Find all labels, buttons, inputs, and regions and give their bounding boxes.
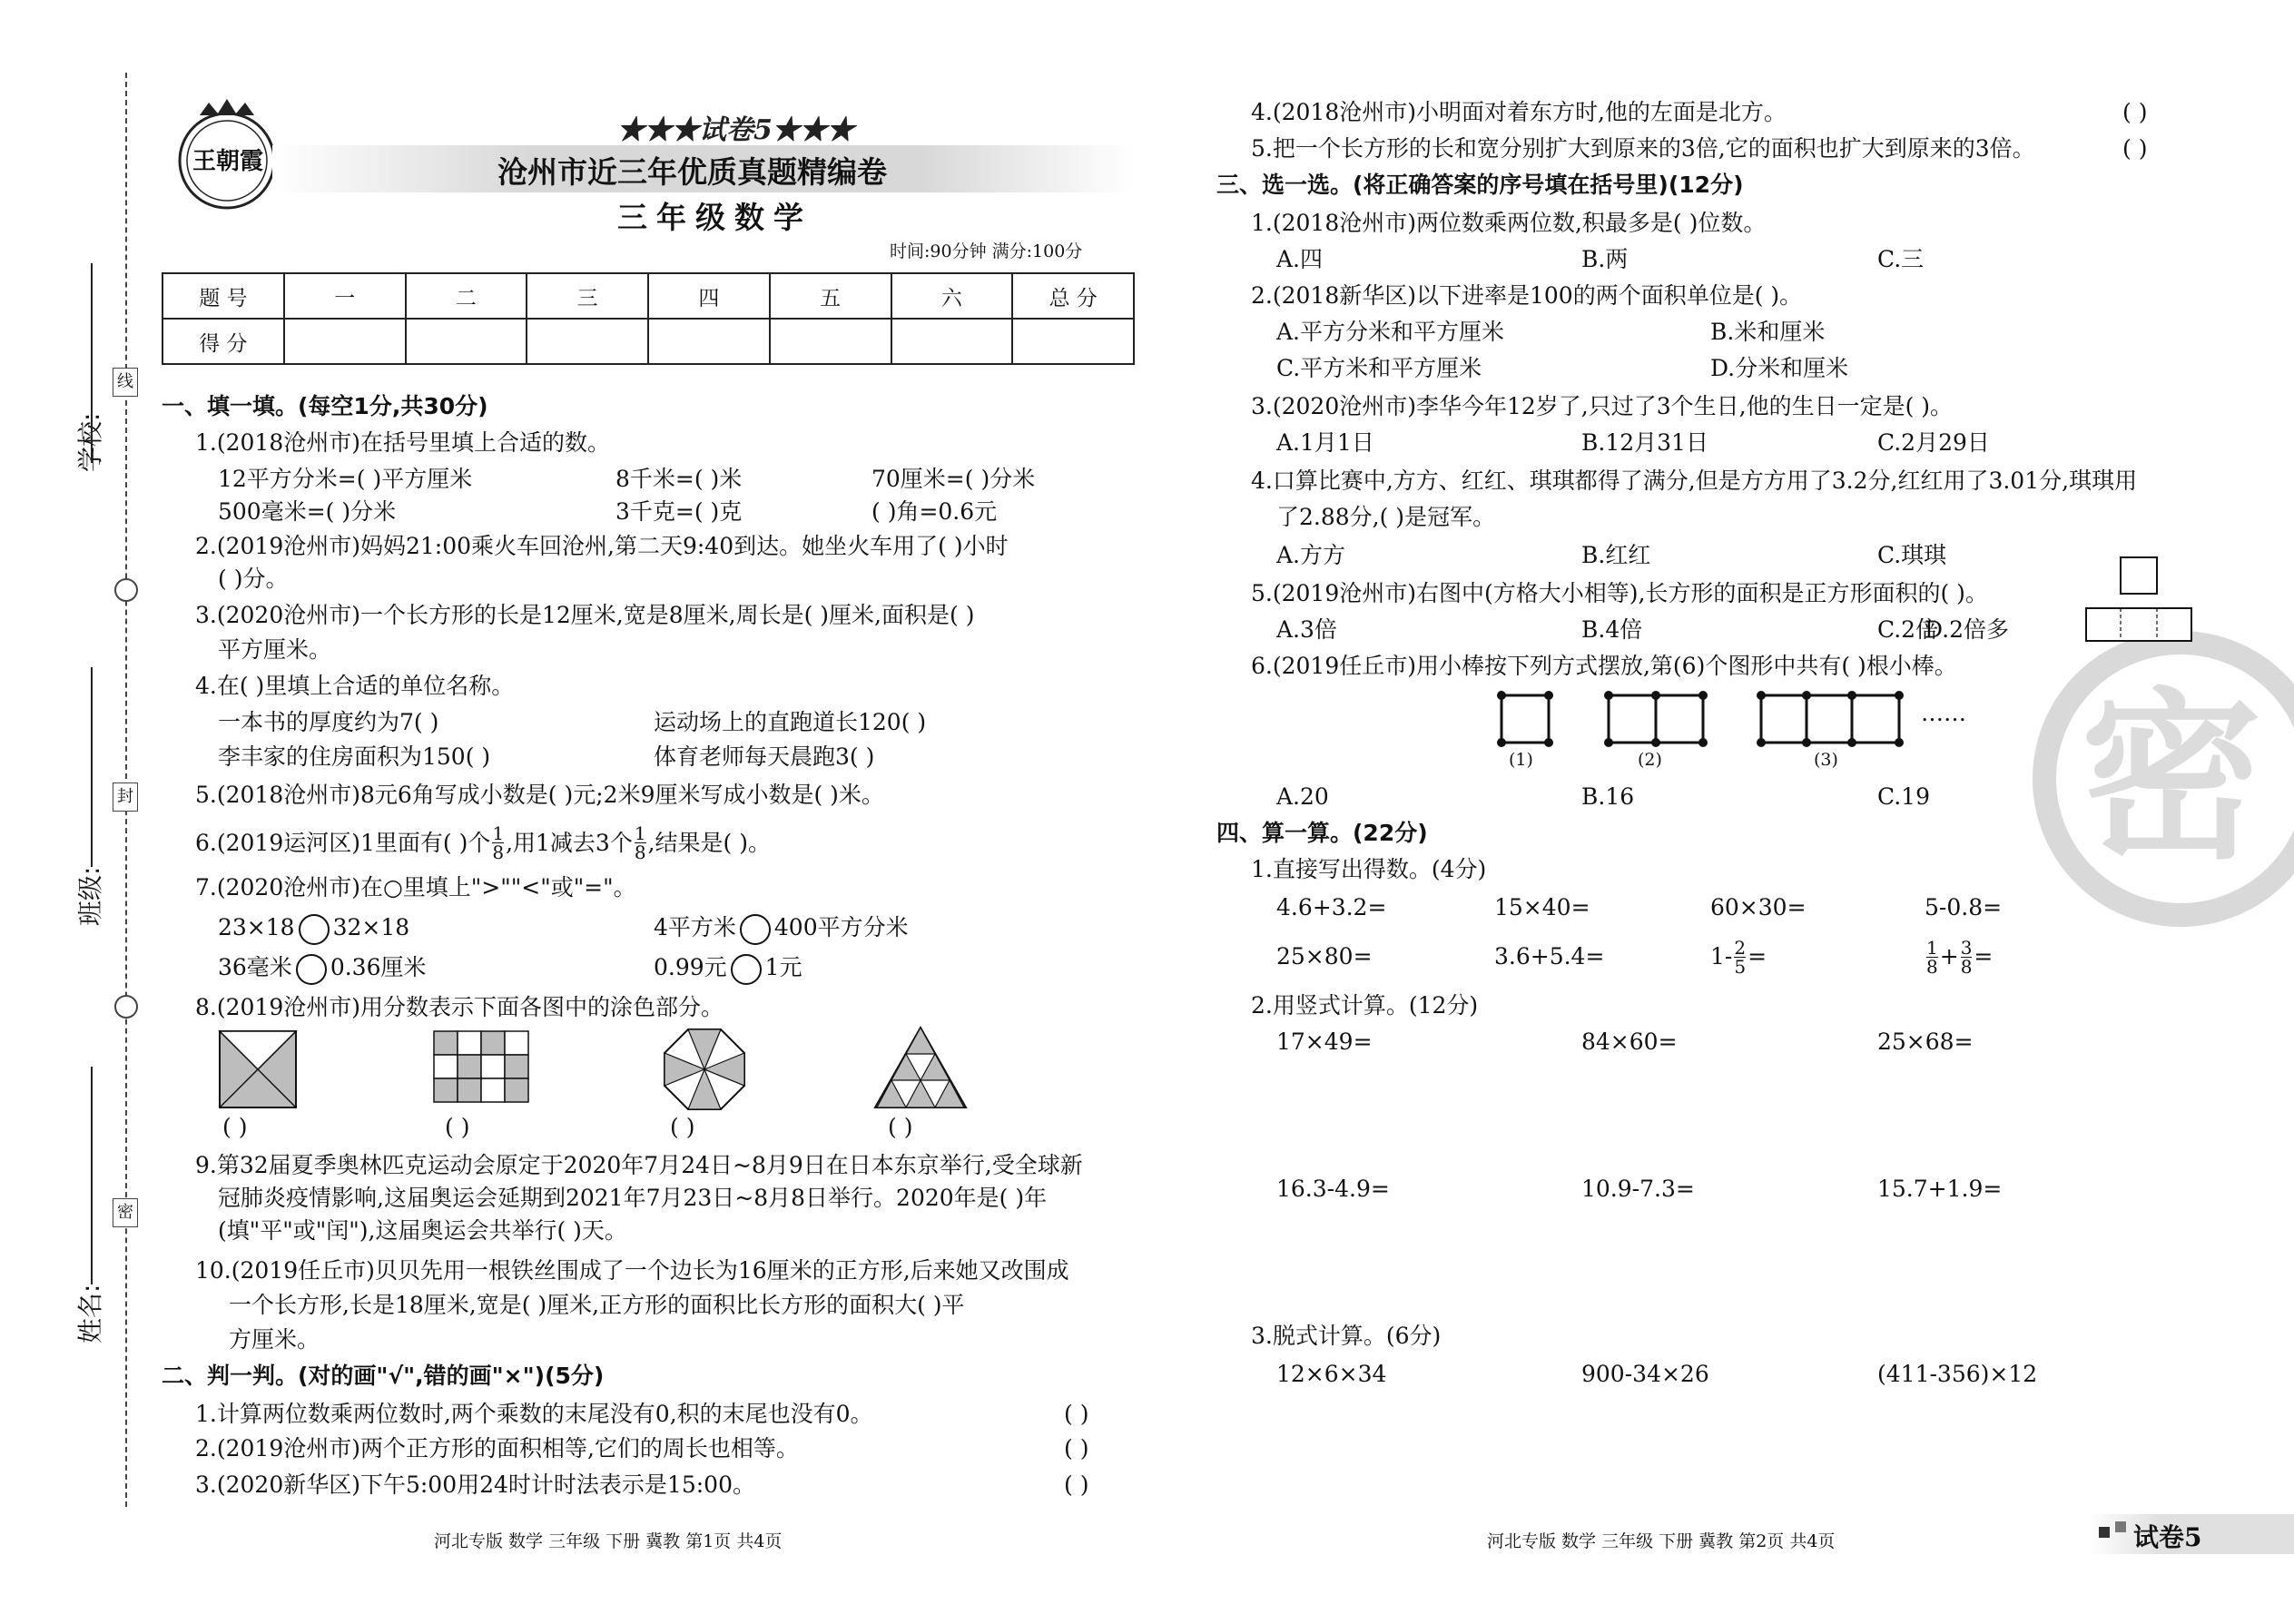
judge-blank[interactable]: ( ) <box>2122 99 2148 125</box>
table-header-cell: 五 <box>770 273 891 319</box>
score-row-label: 得 分 <box>162 319 284 364</box>
q6-text: 6.(2019运河区)1里面有( )个 <box>195 829 491 856</box>
vertical-calc: 10.9-7.3= <box>1581 1176 1695 1202</box>
answer-blank[interactable]: ( ) <box>888 1114 913 1140</box>
choice-option[interactable]: A.方方 <box>1276 542 1346 568</box>
question-9: 9.第32届夏季奥林匹克运动会原定于2020年7月24日~8月9日在日本东京举行,受全球新 <box>195 1152 1083 1178</box>
choice-option[interactable]: C.2倍 <box>1877 616 1939 643</box>
grid-figure <box>432 1029 532 1107</box>
choice-question: 2.(2018新华区)以下进率是100的两个面积单位是( )。 <box>1251 282 1803 309</box>
section-3-title: 三、选一选。(将正确答案的序号填在括号里)(12分) <box>1216 172 1744 198</box>
figure-label: (2) <box>1638 750 1662 770</box>
calc-subtitle: 2.用竖式计算。(12分) <box>1251 992 1479 1019</box>
choice-question-cont: 了2.88分,( )是冠军。 <box>1276 504 1496 530</box>
answer-blank[interactable]: ( ) <box>670 1114 695 1140</box>
page-footer: 河北专版 数学 三年级 下册 冀教 第2页 共4页 <box>1487 1531 1836 1551</box>
oral-calc: 4.6+3.2= <box>1276 894 1387 920</box>
score-table <box>162 272 1135 365</box>
ellipsis: …… <box>1921 700 1966 726</box>
choice-option[interactable]: C.19 <box>1877 783 1930 810</box>
question-9-cont: (填"平"或"闰"),这届奥运会共举行( )天。 <box>218 1217 627 1244</box>
section-2-title: 二、判一判。(对的画"√",错的画"×")(5分) <box>162 1363 605 1389</box>
vertical-calc: 84×60= <box>1581 1029 1678 1055</box>
mark-feng: 封 <box>113 782 138 812</box>
choice-option[interactable]: B.16 <box>1581 783 1635 810</box>
choice-question: 3.(2020沧州市)李华今年12岁了,只过了3个生日,他的生日一定是( )。 <box>1251 393 1954 419</box>
stepwise-calc: 12×6×34 <box>1276 1361 1387 1387</box>
fraction: $\frac{2}{5}$ <box>1734 936 1747 978</box>
fraction: $\frac{1}{8}$ <box>634 822 646 863</box>
question-8: 8.(2019沧州市)用分数表示下面各图中的涂色部分。 <box>195 994 724 1020</box>
binding-hole <box>114 995 138 1019</box>
stepwise-calc: 900-34×26 <box>1581 1361 1709 1387</box>
table-header-cell: 三 <box>527 273 648 319</box>
mark-mi: 密 <box>113 1198 138 1227</box>
answer-blank[interactable]: ( ) <box>222 1114 248 1140</box>
fraction: $\frac{1}{8}$ <box>492 822 505 863</box>
score-cell[interactable] <box>284 319 406 364</box>
q1-item: 8千米=( )米 <box>615 466 743 492</box>
choice-question: 5.(2019沧州市)右图中(方格大小相等),长方形的面积是正方形面积的( )。 <box>1251 580 1988 606</box>
table-header-cell: 一 <box>284 273 406 319</box>
question-5: 5.(2018沧州市)8元6角写成小数是( )元;2米9厘米写成小数是( )米。 <box>195 782 884 808</box>
question-6 <box>195 824 771 861</box>
school-line[interactable] <box>91 263 93 463</box>
q1-item: ( )角=0.6元 <box>871 498 998 525</box>
question-10-cont: 方厘米。 <box>229 1326 320 1353</box>
q1-item: 70厘米=( )分米 <box>871 466 1036 492</box>
score-cell[interactable] <box>648 319 770 364</box>
q1-item: 3千克=( )克 <box>615 498 743 525</box>
corner-square <box>2099 1527 2110 1538</box>
q6-text: ,用1减去3个 <box>506 829 633 856</box>
figure-label: (3) <box>1814 750 1838 770</box>
table-header-cell: 总 分 <box>1012 273 1134 319</box>
choice-option[interactable]: D.分米和厘米 <box>1710 355 1849 381</box>
vertical-calc: 25×68= <box>1877 1029 1974 1055</box>
choice-option[interactable]: B.两 <box>1581 246 1629 272</box>
oral-calc: 1- $\frac{2}{5}$ = <box>1710 936 1767 978</box>
vertical-calc: 16.3-4.9= <box>1276 1176 1390 1202</box>
choice-option[interactable]: A.3倍 <box>1276 616 1337 643</box>
judge-item: 1.计算两位数乘两位数时,两个乘数的末尾没有0,积的末尾也没有0。 <box>195 1401 873 1427</box>
stick-figure-2 <box>1603 690 1708 752</box>
corner-square <box>2115 1521 2126 1532</box>
oral-calc: 5-0.8= <box>1925 894 2003 920</box>
fraction: $\frac{3}{8}$ <box>1960 936 1973 978</box>
choice-option[interactable]: B.红红 <box>1581 542 1651 568</box>
secret-stamp <box>2026 625 2294 933</box>
name-line[interactable] <box>91 1067 93 1284</box>
compare-item: 4平方米 400平方分米 <box>654 913 909 945</box>
q1-item: 12平方分米=( )平方厘米 <box>218 466 473 492</box>
school-label: 学校: <box>75 412 105 472</box>
vertical-calc: 15.7+1.9= <box>1877 1176 2003 1202</box>
mark-xian: 线 <box>113 368 138 397</box>
square-rect-figure <box>2084 556 2193 650</box>
oral-calc: 3.6+5.4= <box>1494 943 1605 969</box>
choice-option[interactable]: B.4倍 <box>1581 616 1643 643</box>
choice-option[interactable]: D.2倍多 <box>1925 616 2010 643</box>
choice-question: 1.(2018沧州市)两位数乘两位数,积最多是( )位数。 <box>1251 210 1767 236</box>
page-footer: 河北专版 数学 三年级 下册 冀教 第1页 共4页 <box>434 1531 783 1551</box>
calc-subtitle: 1.直接写出得数。(4分) <box>1251 856 1487 882</box>
question-10: 10.(2019任丘市)贝贝先用一根铁丝围成了一个边长为16厘米的正方形,后来她又改围成 <box>195 1257 1069 1284</box>
stepwise-calc: (411-356)×12 <box>1877 1361 2038 1387</box>
score-cell[interactable] <box>1012 319 1134 364</box>
oral-calc: 15×40= <box>1494 894 1590 920</box>
section-1-title: 一、填一填。(每空1分,共30分) <box>162 393 488 419</box>
choice-option[interactable]: C.琪琪 <box>1877 542 1947 568</box>
question-9-cont: 冠肺炎疫情影响,这届奥运会延期到2021年7月23日~8月8日举行。2020年是( )年 <box>218 1185 1048 1211</box>
choice-question: 4.口算比赛中,方方、红红、琪琪都得了满分,但是方方用了3.2分,红红用了3.01分,琪琪用 <box>1251 468 2138 494</box>
choice-option[interactable]: A.20 <box>1276 783 1329 810</box>
table-header-cell: 六 <box>891 273 1013 319</box>
choice-option[interactable]: A.1月1日 <box>1276 429 1374 456</box>
compare-item: 0.99元 1元 <box>654 953 802 985</box>
vertical-calc: 17×49= <box>1276 1029 1373 1055</box>
stamp-glyph: 密 <box>2081 673 2263 884</box>
judge-item: 3.(2020新华区)下午5:00用24时计时法表示是15:00。 <box>195 1471 755 1498</box>
score-cell[interactable] <box>527 319 648 364</box>
logo-text: 王朝霞 <box>192 148 264 175</box>
table-header-cell: 四 <box>648 273 770 319</box>
choice-option[interactable]: C.2月29日 <box>1877 429 1990 456</box>
name-label: 姓名: <box>75 1284 105 1343</box>
octagon-figure <box>663 1028 746 1115</box>
q4-item: 运动场上的直跑道长120( ) <box>654 709 927 735</box>
compare-circle[interactable] <box>299 914 330 945</box>
triangle-figure <box>873 1026 968 1113</box>
compare-circle[interactable] <box>731 954 762 985</box>
badge-title: ★★★试卷5★★★ <box>617 114 854 146</box>
question-3: 3.(2020沧州市)一个长方形的长是12厘米,宽是8厘米,周长是( )厘米,面积是( ) <box>195 602 975 628</box>
choice-option[interactable]: C.三 <box>1877 246 1925 272</box>
choice-option[interactable]: A.平方分米和平方厘米 <box>1276 319 1505 345</box>
oral-calc: 60×30= <box>1710 894 1807 920</box>
table-header-cell: 题 号 <box>162 273 284 319</box>
square-diagonal-figure <box>218 1029 298 1113</box>
judge-item: 5.把一个长方形的长和宽分别扩大到原来的3倍,它的面积也扩大到原来的3倍。 <box>1251 135 2035 162</box>
question-4: 4.在( )里填上合适的单位名称。 <box>195 673 515 699</box>
fraction: $\frac{1}{8}$ <box>1926 936 1938 978</box>
banner-title: 沧州市近三年优质真题精编卷 <box>497 154 887 190</box>
subject-title: 三年级数学 <box>617 200 812 235</box>
choice-option[interactable]: A.四 <box>1276 246 1324 272</box>
judge-blank[interactable]: ( ) <box>1064 1401 1089 1427</box>
stick-figure-1 <box>1496 690 1554 752</box>
choice-option[interactable]: C.平方米和平方厘米 <box>1276 355 1482 381</box>
question-10-cont: 一个长方形,长是18厘米,宽是( )厘米,正方形的面积比长方形的面积大( )平 <box>229 1292 965 1318</box>
compare-circle[interactable] <box>740 914 771 945</box>
score-cell[interactable] <box>891 319 1013 364</box>
score-cell[interactable] <box>770 319 891 364</box>
question-2-cont: ( )分。 <box>218 566 289 592</box>
question-2: 2.(2019沧州市)妈妈21:00乘火车回沧州,第二天9:40到达。她坐火车用了( )小时 <box>195 533 1009 559</box>
q1-item: 500毫米=( )分米 <box>218 498 397 525</box>
question-3-cont: 平方厘米。 <box>218 636 332 663</box>
stick-figure-3 <box>1756 690 1905 752</box>
judge-item: 4.(2018沧州市)小明面对着东方时,他的左面是北方。 <box>1251 99 1787 125</box>
judge-item: 2.(2019沧州市)两个正方形的面积相等,它们的周长也相等。 <box>195 1435 799 1462</box>
oral-calc: $\frac{1}{8}$ + $\frac{3}{8}$ = <box>1926 936 1994 978</box>
judge-blank[interactable]: ( ) <box>1064 1435 1089 1462</box>
binding-hole <box>114 578 138 602</box>
judge-blank[interactable]: ( ) <box>1064 1471 1089 1498</box>
calc-subtitle: 3.脱式计算。(6分) <box>1251 1323 1442 1349</box>
oral-calc: 25×80= <box>1276 943 1373 969</box>
publisher-logo <box>172 95 281 213</box>
q4-item: 体育老师每天晨跑3( ) <box>654 743 875 770</box>
q4-item: 李丰家的住房面积为150( ) <box>218 743 491 770</box>
answer-blank[interactable]: ( ) <box>445 1114 470 1140</box>
section-4-title: 四、算一算。(22分) <box>1216 820 1428 846</box>
score-cell[interactable] <box>406 319 527 364</box>
class-label: 班级: <box>75 866 105 926</box>
choice-question: 6.(2019任丘市)用小棒按下列方式摆放,第(6)个图形中共有( )根小棒。 <box>1251 653 1957 679</box>
choice-option[interactable]: B.12月31日 <box>1581 429 1708 456</box>
choice-option[interactable]: B.米和厘米 <box>1710 319 1826 345</box>
compare-item: 23×18 32×18 <box>218 913 409 945</box>
q4-item: 一本书的厚度约为7( ) <box>218 709 439 735</box>
table-header-cell: 二 <box>406 273 527 319</box>
judge-blank[interactable]: ( ) <box>2122 135 2148 162</box>
compare-item: 36毫米 0.36厘米 <box>218 953 426 985</box>
compare-circle[interactable] <box>296 954 327 985</box>
figure-label: (1) <box>1509 750 1533 770</box>
q6-text: ,结果是( )。 <box>647 829 771 856</box>
corner-tag: 试卷5 <box>2133 1522 2202 1552</box>
question-7: 7.(2020沧州市)在○里填上">""<"或"="。 <box>195 874 636 901</box>
time-info: 时间:90分钟 满分:100分 <box>890 241 1083 261</box>
question-1: 1.(2018沧州市)在括号里填上合适的数。 <box>195 429 610 456</box>
class-line[interactable] <box>91 667 93 867</box>
